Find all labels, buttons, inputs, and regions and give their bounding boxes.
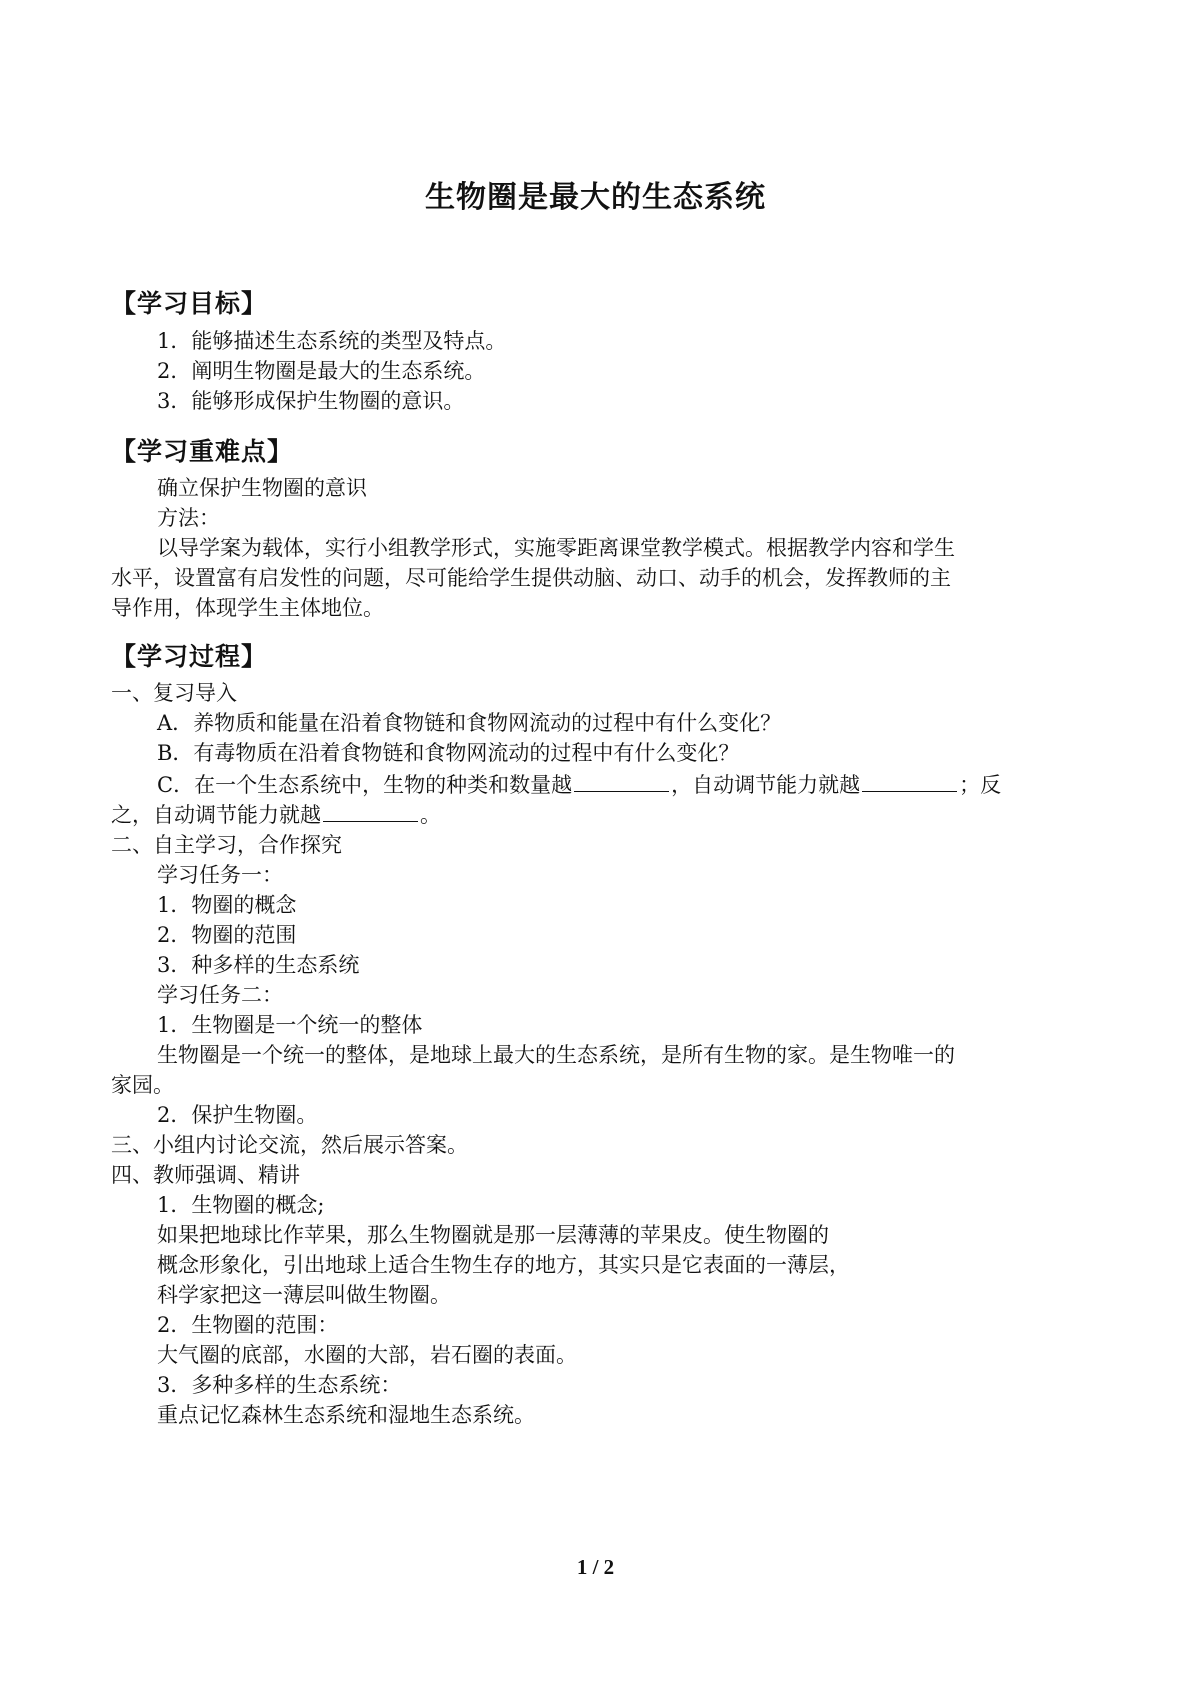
question-c-text: 。	[420, 803, 441, 827]
process-heading: 【学习过程】	[111, 642, 268, 671]
review-question-a: A．养物质和能量在沿着食物链和食物网流动的过程中有什么变化？	[157, 711, 782, 735]
task2-description: 家园。	[111, 1073, 174, 1097]
task1-label: 学习任务一：	[157, 863, 283, 887]
question-c-text: C．在一个生态系统中，生物的种类和数量越	[157, 773, 573, 797]
review-question-b: B．有毒物质在沿着食物链和食物网流动的过程中有什么变化？	[157, 741, 740, 765]
goal-item: 2．阐明生物圈是最大的生态系统。	[157, 359, 486, 383]
fill-in-blank	[323, 801, 418, 822]
task1-item: 3．种多样的生态系统	[157, 953, 360, 977]
discussion-heading: 三、小组内讨论交流，然后展示答案。	[111, 1133, 468, 1157]
self-study-heading: 二、自主学习，合作探究	[111, 833, 342, 857]
method-text: 水平，设置富有启发性的问题，尽可能给学生提供动脑、动口、动手的机会，发挥教师的主	[111, 566, 951, 590]
teacher-heading: 四、教师强调、精讲	[111, 1163, 300, 1187]
task2-label: 学习任务二：	[157, 983, 283, 1007]
question-c-text: ；反	[959, 773, 1002, 797]
task2-item: 2．保护生物圈。	[157, 1103, 318, 1127]
teacher-point-label: 3．多种多样的生态系统：	[157, 1373, 402, 1397]
document-title: 生物圈是最大的生态系统	[425, 180, 766, 215]
review-question-c-continued	[111, 801, 441, 828]
teacher-point-text: 科学家把这一薄层叫做生物圈。	[157, 1283, 451, 1307]
goals-heading: 【学习目标】	[111, 289, 268, 318]
goal-item: 1．能够描述生态系统的类型及特点。	[157, 329, 507, 353]
page-number: 1 / 2	[576, 1555, 615, 1579]
question-c-text: 之，自动调节能力就越	[111, 803, 321, 827]
question-c-text: ，自动调节能力就越	[671, 773, 861, 797]
teacher-point-text: 概念形象化，引出地球上适合生物生存的地方，其实只是它表面的一薄层，	[157, 1253, 850, 1277]
method-label: 方法：	[157, 506, 220, 530]
task1-item: 1．物圈的概念	[157, 893, 297, 917]
teacher-point-label: 2．生物圈的范围：	[157, 1313, 339, 1337]
fill-in-blank	[862, 771, 957, 792]
teacher-point-label: 1．生物圈的概念;	[157, 1193, 325, 1217]
teacher-point-text: 如果把地球比作苹果，那么生物圈就是那一层薄薄的苹果皮。使生物圈的	[157, 1223, 829, 1247]
keypoint-text: 确立保护生物圈的意识	[157, 476, 367, 500]
task1-item: 2．物圈的范围	[157, 923, 297, 947]
review-question-c	[157, 771, 1001, 798]
review-heading: 一、复习导入	[111, 681, 237, 705]
teacher-point-text: 大气圈的底部，水圈的大部，岩石圈的表面。	[157, 1343, 577, 1367]
task2-item: 1．生物圈是一个统一的整体	[157, 1013, 423, 1037]
teacher-point-text: 重点记忆森林生态系统和湿地生态系统。	[157, 1403, 535, 1427]
method-text: 导作用，体现学生主体地位。	[111, 596, 384, 620]
method-text: 以导学案为载体，实行小组教学形式，实施零距离课堂教学模式。根据教学内容和学生	[157, 536, 955, 560]
fill-in-blank	[574, 771, 669, 792]
goal-item: 3．能够形成保护生物圈的意识。	[157, 389, 465, 413]
keypoints-heading: 【学习重难点】	[111, 437, 294, 466]
task2-description: 生物圈是一个统一的整体，是地球上最大的生态系统，是所有生物的家。是生物唯一的	[157, 1043, 955, 1067]
